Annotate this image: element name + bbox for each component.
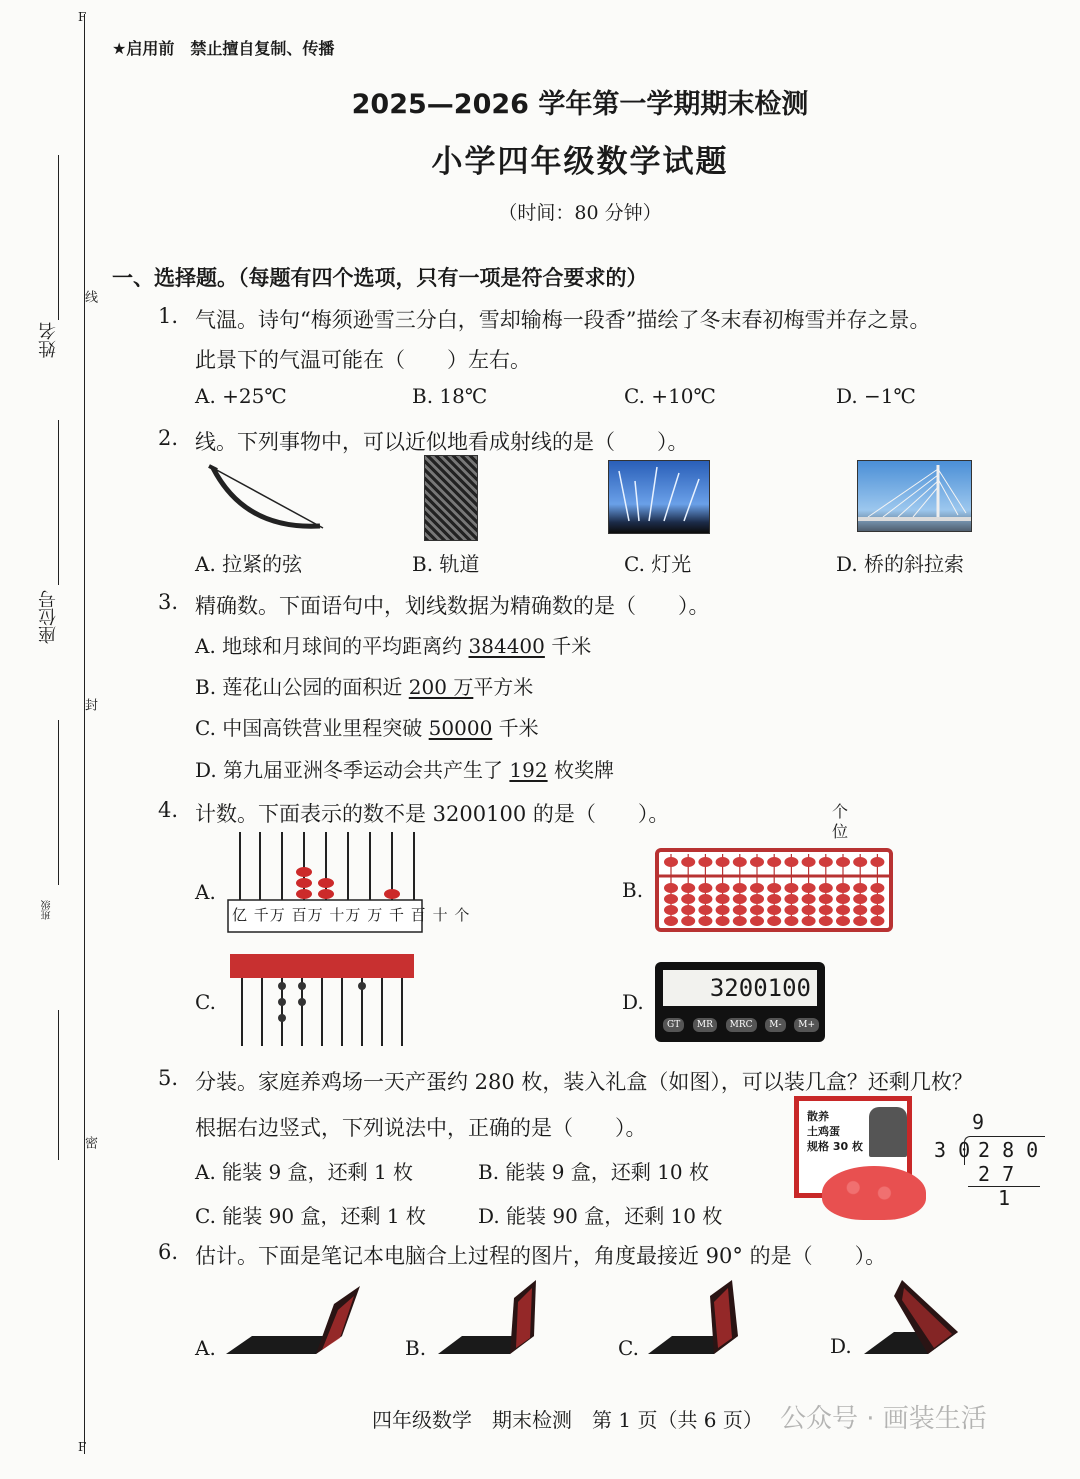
light-picture <box>608 460 710 534</box>
exam-title: 2025—2026 学年第一学期期末检测 <box>351 89 809 120</box>
abacus-bead <box>716 894 730 904</box>
abacus-bead <box>664 905 678 915</box>
key-m-minus: M- <box>765 1018 785 1032</box>
q2-option-a: A. 拉紧的弦 <box>195 552 303 576</box>
track-picture <box>424 455 478 541</box>
abacus-bead <box>836 905 850 915</box>
bridge-picture <box>857 460 972 532</box>
q1-option-d: D. −1℃ <box>836 384 916 408</box>
abacus-bead <box>853 916 867 926</box>
calculator-keys <box>663 1018 819 1032</box>
abacus-bead <box>681 916 695 926</box>
q2-option-c: C. 灯光 <box>624 552 692 576</box>
binding-bottom-mark: F <box>78 1440 87 1454</box>
line-char: 线 <box>82 290 97 303</box>
section-title: 一、选择题。（每题有四个选项，只有一项是符合要求的） <box>112 266 648 290</box>
abacus-bead <box>870 857 884 867</box>
laptop-d <box>860 1272 964 1362</box>
division-remainder: 1 <box>998 1186 1011 1210</box>
abacus-bead <box>802 857 816 867</box>
abacus-bead <box>716 857 730 867</box>
q5-option-b: B. 能装 9 盒，还剩 10 枚 <box>478 1160 710 1184</box>
q6-option-c: C. <box>618 1336 639 1360</box>
page-footer: 四年级数学 期末检测 第 1 页（共 6 页） <box>372 1408 763 1432</box>
egg-box-label: 散养 土鸡蛋 规格 30 枚 <box>807 1110 863 1153</box>
q5-option-d: D. 能装 90 盒，还剩 10 枚 <box>478 1204 723 1228</box>
abacus-bead <box>802 894 816 904</box>
abacus-bead <box>698 857 712 867</box>
q3-b-number: 200 万 <box>408 675 474 699</box>
abacus-bead <box>698 905 712 915</box>
abacus-bead <box>767 883 781 893</box>
abacus-bead <box>870 916 884 926</box>
abacus-bead <box>853 883 867 893</box>
q6-option-a: A. <box>195 1336 216 1360</box>
abacus-b <box>655 848 895 934</box>
abacus-bead <box>733 905 747 915</box>
abacus-bead <box>681 857 695 867</box>
abacus-bead <box>698 883 712 893</box>
abacus-bead <box>716 916 730 926</box>
q4-number: 4. <box>158 798 179 822</box>
q1-number: 1. <box>158 304 179 328</box>
abacus-bead <box>819 905 833 915</box>
abacus-bead <box>784 883 798 893</box>
abacus-bead <box>681 905 695 915</box>
counter-c <box>228 950 418 1050</box>
seat-blank <box>58 420 59 585</box>
division-product: 2 7 <box>978 1162 1015 1186</box>
abacus-bead <box>836 916 850 926</box>
exam-time: （时间：80 分钟） <box>498 202 662 224</box>
q5-text-line2: 根据右边竖式，下列说法中，正确的是（ ）。 <box>195 1116 647 1140</box>
rooster-picture <box>869 1107 907 1157</box>
q1-text-line2: 此景下的气温可能在（ ）左右。 <box>195 348 531 372</box>
abacus-bead <box>698 894 712 904</box>
key-gt: GT <box>663 1018 684 1032</box>
class-blank <box>58 720 59 885</box>
bow-picture <box>205 460 330 535</box>
q6-number: 6. <box>158 1240 179 1264</box>
abacus-bead <box>750 894 764 904</box>
abacus-bead <box>784 894 798 904</box>
q1-option-b: B. 18℃ <box>412 384 488 408</box>
abacus-bead <box>664 894 678 904</box>
confidential-notice: ★启用前 禁止擅自复制、传播 <box>112 39 335 58</box>
q4-option-b: B. <box>622 878 644 902</box>
seal-char: 封 <box>82 698 97 711</box>
q3-option-c: C. 中国高铁营业里程突破 50000 千米 <box>195 716 539 740</box>
q1-text-line1: 气温。诗句“梅须逊雪三分白，雪却输梅一段香”描绘了冬末春初梅雪并存之景。 <box>195 308 931 332</box>
calculator <box>655 962 825 1042</box>
abacus-bead <box>733 894 747 904</box>
division-quotient: 9 <box>972 1110 985 1134</box>
abacus-bead <box>664 883 678 893</box>
exam-subtitle: 小学四年级数学试题 <box>431 144 729 180</box>
q1-option-a: A. +25℃ <box>195 384 287 408</box>
q3-option-d: D. 第九届亚洲冬季运动会共产生了 192 枚奖牌 <box>195 758 614 782</box>
abacus-bead <box>802 905 816 915</box>
laptop-c <box>644 1276 744 1362</box>
q5-number: 5. <box>158 1066 179 1090</box>
laptop-a <box>222 1280 362 1362</box>
q3-c-number: 50000 <box>428 716 493 740</box>
extra-blank <box>58 1010 59 1160</box>
abacus-bead <box>733 883 747 893</box>
abacus-bead <box>716 905 730 915</box>
binding-top-mark: F <box>78 10 87 24</box>
key-mrc: MRC <box>726 1018 757 1032</box>
abacus-bead <box>802 916 816 926</box>
q4-text: 计数。下面表示的数不是 3200100 的是（ ）。 <box>195 802 670 826</box>
abacus-bead <box>681 894 695 904</box>
q4-option-c: C. <box>195 990 216 1014</box>
abacus-bead <box>733 916 747 926</box>
abacus-bead <box>784 857 798 867</box>
abacus-bead <box>750 916 764 926</box>
q3-text: 精确数。下面语句中，划线数据为精确数的是（ ）。 <box>195 594 710 618</box>
abacus-bead <box>870 883 884 893</box>
abacus-bead <box>802 883 816 893</box>
abacus-bead <box>870 894 884 904</box>
q4-option-d: D. <box>622 990 644 1014</box>
counter-a-labels: 亿 千万 百万 十万 万 千 百 十 个 <box>232 906 471 924</box>
q3-d-number: 192 <box>509 758 548 782</box>
class-label: 班级 <box>42 900 53 920</box>
q3-option-b: B. 莲花山公园的面积近 200 万平方米 <box>195 675 534 699</box>
division-dividend: 2 8 0 <box>978 1138 1039 1162</box>
secret-char: 密 <box>82 1136 97 1149</box>
q2-number: 2. <box>158 426 179 450</box>
eggs-picture <box>822 1166 926 1220</box>
q5-option-a: A. 能装 9 盒，还剩 1 枚 <box>195 1160 414 1184</box>
q4-option-a: A. <box>195 880 216 904</box>
q2-text: 线。下列事物中，可以近似地看成射线的是（ ）。 <box>195 430 689 454</box>
abacus-bead <box>664 916 678 926</box>
ones-place-label: 个位 <box>831 802 848 841</box>
abacus-bead <box>819 883 833 893</box>
q3-number: 3. <box>158 590 179 614</box>
abacus-bead <box>750 857 764 867</box>
abacus-bead <box>733 857 747 867</box>
q1-option-c: C. +10℃ <box>624 384 716 408</box>
abacus-bead <box>750 905 764 915</box>
q3-option-a: A. 地球和月球间的平均距离约 384400 千米 <box>195 634 592 658</box>
abacus-bead <box>784 905 798 915</box>
q3-a-number: 384400 <box>468 634 545 658</box>
abacus-bead <box>836 857 850 867</box>
key-m-plus: M+ <box>794 1018 819 1032</box>
abacus-bead <box>836 883 850 893</box>
seat-label: 座位号 <box>38 590 59 644</box>
calculator-display: 3200100 <box>663 970 817 1006</box>
abacus-bead <box>819 857 833 867</box>
q2-option-d: D. 桥的斜拉索 <box>836 552 965 576</box>
abacus-bead <box>853 894 867 904</box>
abacus-bead <box>767 905 781 915</box>
abacus-bead <box>836 894 850 904</box>
key-mr: MR <box>693 1018 717 1032</box>
abacus-bead <box>664 857 678 867</box>
abacus-bead <box>767 857 781 867</box>
abacus-bead <box>698 916 712 926</box>
q6-text: 估计。下面是笔记本电脑合上过程的图片，角度最接近 90° 的是（ ）。 <box>195 1244 887 1268</box>
binding-line <box>84 14 85 1454</box>
abacus-bead <box>819 916 833 926</box>
abacus-bead <box>870 905 884 915</box>
abacus-bead <box>784 916 798 926</box>
name-label: 姓名 <box>38 322 59 358</box>
laptop-b <box>434 1276 544 1362</box>
abacus-bead <box>767 916 781 926</box>
abacus-bead <box>819 894 833 904</box>
watermark: 公众号 · 画装生活 <box>780 1404 987 1434</box>
abacus-bead <box>681 883 695 893</box>
abacus-bead <box>853 857 867 867</box>
abacus-bead <box>750 883 764 893</box>
q5-text-line1: 分装。家庭养鸡场一天产蛋约 280 枚，装入礼盒（如图），可以装几盒？还剩几枚？ <box>195 1070 973 1094</box>
abacus-bead <box>716 883 730 893</box>
q2-option-b: B. 轨道 <box>412 552 480 576</box>
abacus-bead <box>853 905 867 915</box>
abacus-bead <box>767 894 781 904</box>
division-divisor: 3 0 <box>934 1138 971 1162</box>
q5-option-c: C. 能装 90 盒，还剩 1 枚 <box>195 1204 426 1228</box>
q6-option-d: D. <box>830 1334 852 1358</box>
q6-option-b: B. <box>405 1336 427 1360</box>
